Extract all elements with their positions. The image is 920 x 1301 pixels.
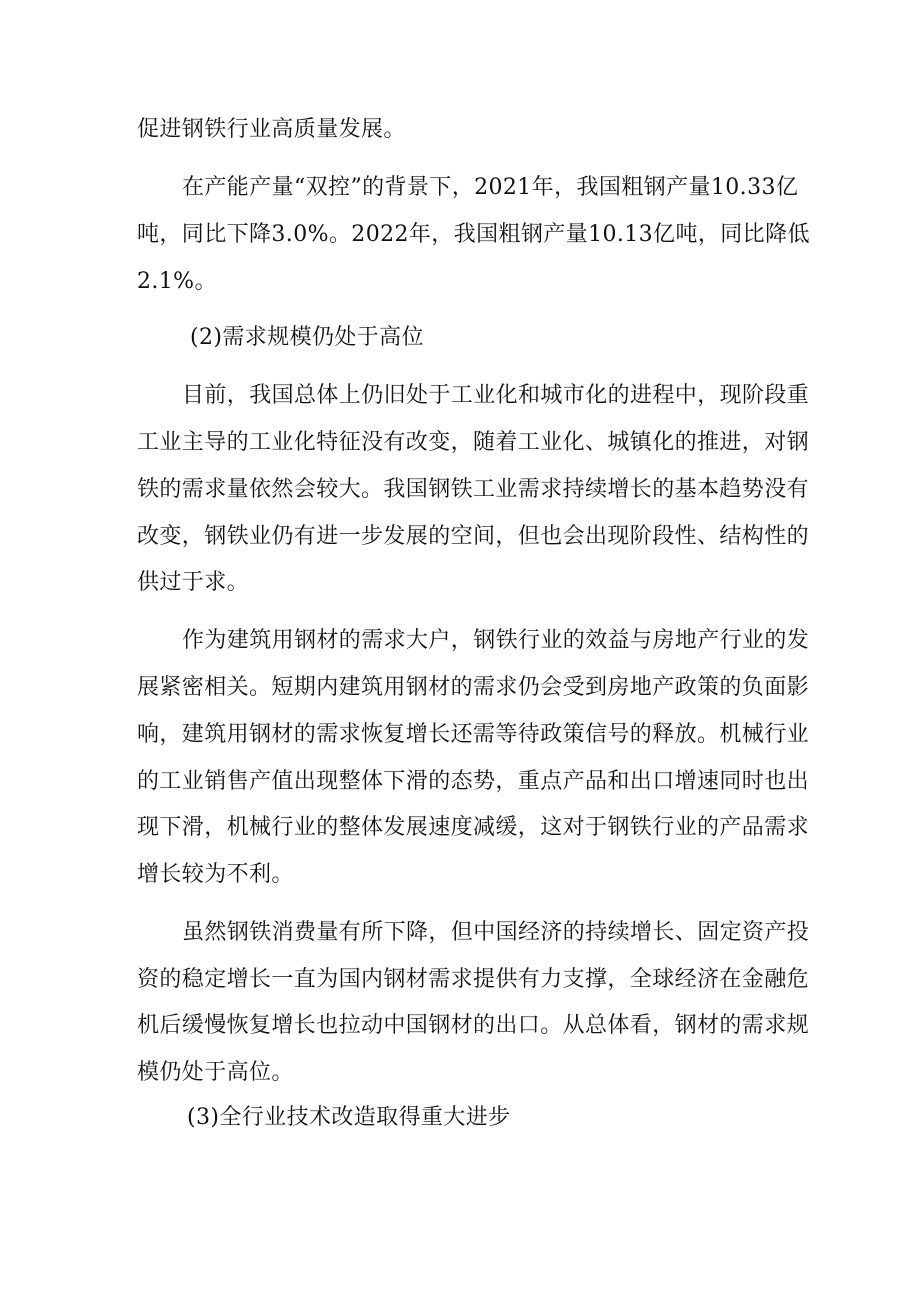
text-line: 资的稳定增长一直为国内钢材需求提供有力支撑，全球经济在金融危 xyxy=(137,967,810,992)
text-line: 响，建筑用钢材的需求恢复增长还需等待政策信号的释放。机械行业 xyxy=(137,722,810,747)
text-line: 虽然钢铁消费量有所下降，但中国经济的持续增长、固定资产投 xyxy=(182,920,810,945)
section-heading-2: (2)需求规模仍处于高位 xyxy=(190,325,424,350)
text-line: 吨，同比下降3.0%。2022年，我国粗钢产量10.13亿吨，同比降低 xyxy=(137,222,810,247)
text-line: 改变，钢铁业仍有进一步发展的空间，但也会出现阶段性、结构性的 xyxy=(137,524,810,549)
text-line: 目前，我国总体上仍旧处于工业化和城市化的进程中，现阶段重 xyxy=(182,383,810,408)
text-line: 供过于求。 xyxy=(137,570,250,595)
text-line: 的工业销售产值出现整体下滑的态势，重点产品和出口增速同时也出 xyxy=(137,769,810,794)
text-line: 促进钢铁行业高质量发展。 xyxy=(137,117,406,142)
text-line: 在产能产量“双控”的背景下，2021年，我国粗钢产量10.33亿 xyxy=(182,175,799,200)
text-line: 模仍处于高位。 xyxy=(137,1060,294,1085)
text-line: 展紧密相关。短期内建筑用钢材的需求仍会受到房地产政策的负面影 xyxy=(137,675,810,700)
text-line: 作为建筑用钢材的需求大户，钢铁行业的效益与房地产行业的发 xyxy=(182,628,810,653)
text-line: 工业主导的工业化特征没有改变，随着工业化、城镇化的推进，对钢 xyxy=(137,430,810,455)
text-line: 现下滑，机械行业的整体发展速度减缓，这对于钢铁行业的产品需求 xyxy=(137,815,810,840)
text-line: 2.1%。 xyxy=(137,269,217,294)
section-heading-3: (3)全行业技术改造取得重大进步 xyxy=(187,1105,511,1130)
text-line: 铁的需求量依然会较大。我国钢铁工业需求持续增长的基本趋势没有 xyxy=(137,477,810,502)
text-line: 增长较为不利。 xyxy=(137,862,294,887)
text-line: 机后缓慢恢复增长也拉动中国钢材的出口。从总体看，钢材的需求规 xyxy=(137,1013,810,1038)
